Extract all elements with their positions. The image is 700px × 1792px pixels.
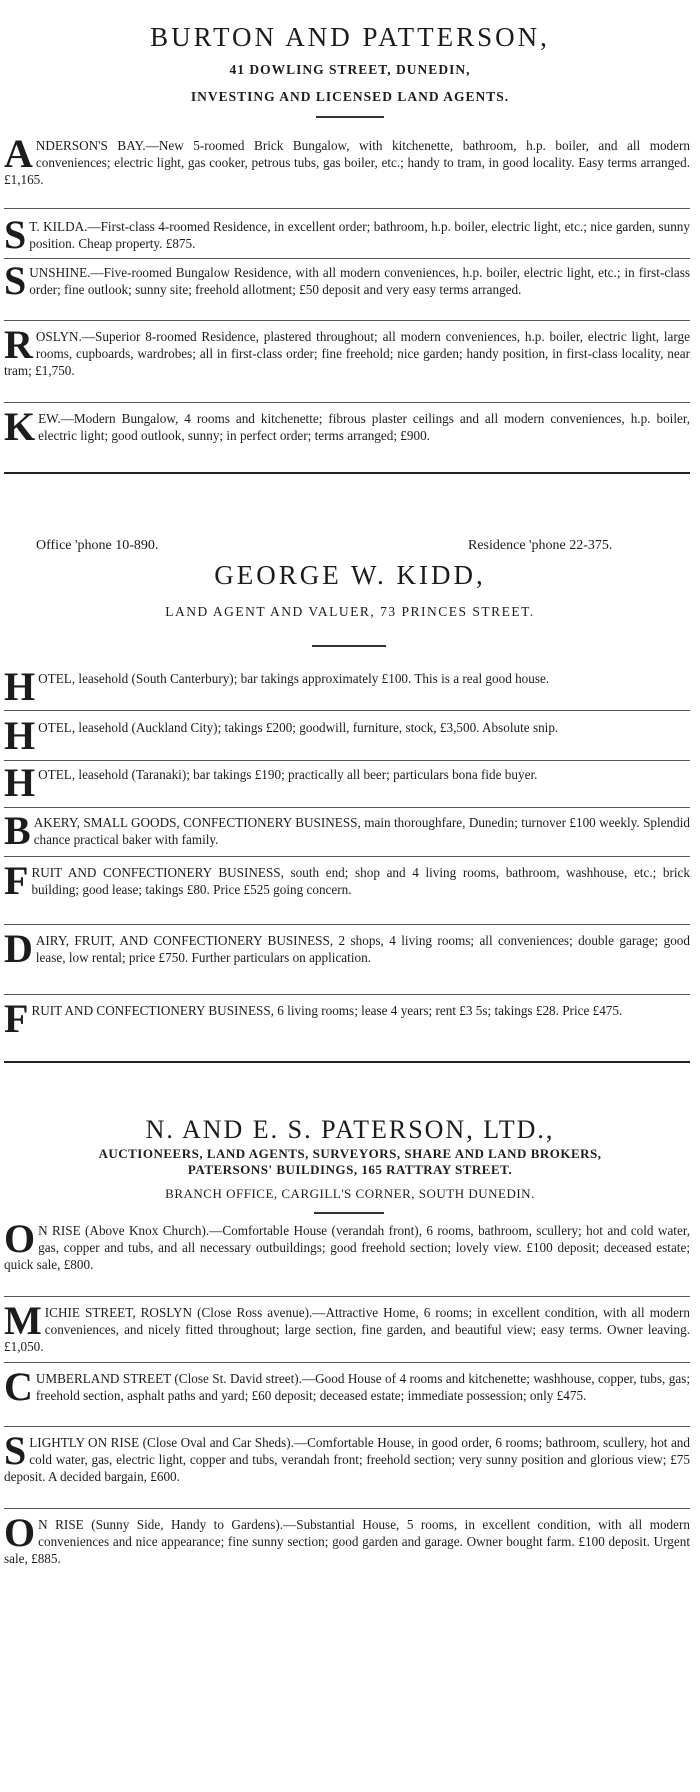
listing-text: OSLYN.—Superior 8-roomed Residence, plastered throughout; all modern conveniences, h.p. boiler, electric light, large rooms, cupboards, wardrobes; all in first-class order; fine freehold; nice garden; handy position, in first-class locality, near tram; £1,750.: [4, 329, 690, 378]
drop-cap: H: [4, 713, 35, 758]
listing-text: RUIT AND CONFECTIONERY BUSINESS, 6 living rooms; lease 4 years; rent £3 5s; takings £28. Price £475.: [31, 1003, 623, 1018]
divider: [4, 1296, 690, 1297]
paterson-listing-on-rise-knox: [4, 1216, 690, 1273]
drop-cap: S: [4, 258, 26, 303]
drop-cap: O: [4, 1216, 35, 1261]
listing-text: EW.—Modern Bungalow, 4 rooms and kitchenette; fibrous plaster ceilings and all modern conveniences, h.p. boiler, electric light; good outlook, sunny; in perfect order; terms arranged; £900.: [38, 411, 690, 443]
paterson-line1: AUCTIONEERS, LAND AGENTS, SURVEYORS, SHARE AND LAND BROKERS,: [98, 1146, 602, 1161]
drop-cap: C: [4, 1364, 32, 1409]
kidd-header-rule: [312, 645, 386, 647]
drop-cap: D: [4, 926, 32, 971]
section-separator: [4, 472, 690, 474]
kidd-listing-fruit-6-rooms: [4, 996, 690, 1041]
divider: [4, 807, 690, 808]
listing-text: UNSHINE.—Five-roomed Bungalow Residence, with all modern conveniences, h.p. boiler, electric light, etc.; in first-class order; fine outlook; sunny site; freehold allotment; £50 deposit and very easy terms arranged.: [29, 265, 690, 297]
burton-listing-st-kilda: [4, 212, 690, 257]
drop-cap: M: [4, 1298, 41, 1343]
listing-text: T. KILDA.—First-class 4-roomed Residence, in excellent order; bathroom, h.p. boiler, electric light, etc.; nice garden, sunny position. Cheap property. £875.: [29, 219, 690, 251]
drop-cap: H: [4, 760, 35, 805]
kidd-listing-hotel-south-canterbury: [4, 664, 690, 709]
burton-tagline: INVESTING AND LICENSED LAND AGENTS.: [190, 89, 510, 104]
burton-listing-kew: [4, 404, 690, 449]
listing-text: N RISE (Above Knox Church).—Comfortable House (verandah front), 6 rooms, bathroom, scullery; hot and cold water, gas, copper and tubs, and all necessary outbuildings; good freehold section; lovely view. £100 deposit; deceased estate; quick sale, £800.: [4, 1223, 690, 1272]
drop-cap: S: [4, 1428, 26, 1473]
drop-cap: H: [4, 664, 35, 709]
divider: [4, 1362, 690, 1363]
section-separator: [4, 1061, 690, 1063]
burton-title: BURTON AND PATTERSON,: [150, 22, 550, 52]
drop-cap: S: [4, 212, 26, 257]
listing-text: RUIT AND CONFECTIONERY BUSINESS, south end; shop and 4 living rooms, bathroom, washhouse, etc.; brick building; good lease; takings £80. Price £525 going concern.: [31, 865, 690, 897]
paterson-header-rule: [314, 1212, 384, 1214]
paterson-branch: BRANCH OFFICE, CARGILL'S CORNER, SOUTH DUNEDIN.: [165, 1186, 535, 1201]
divider: [4, 856, 690, 857]
kidd-office-phone: Office 'phone 10-890.: [36, 538, 159, 553]
listing-text: OTEL, leasehold (Taranaki); bar takings £190; practically all beer; particulars bona fide buyer.: [38, 767, 538, 782]
drop-cap: B: [4, 808, 30, 853]
divider: [4, 402, 690, 403]
divider: [4, 924, 690, 925]
burton-listing-roslyn: [4, 322, 690, 379]
listing-text: N RISE (Sunny Side, Handy to Gardens).—Substantial House, 5 rooms, in excellent condition, with all modern conveniences and nice appearance; fine sunny section; good garden and garage. Owner bought farm. £100 deposit. Urgent sale, £885.: [4, 1517, 690, 1566]
divider: [4, 1508, 690, 1509]
paterson-listing-michie-street: [4, 1298, 690, 1355]
divider: [4, 208, 690, 209]
burton-listing-anderson: [4, 131, 690, 188]
kidd-listing-bakery: [4, 808, 690, 853]
burton-listing-sunshine: [4, 258, 690, 303]
listing-text: OTEL, leasehold (South Canterbury); bar takings approximately £100. This is a real good house.: [38, 671, 550, 686]
listing-text: ICHIE STREET, ROSLYN (Close Ross avenue).—Attractive Home, 6 rooms; in excellent condition, with all modern conveniences, and nicely fitted throughout; large section, fine garden, and beautiful view; easy terms. Owner leaving. £1,050.: [4, 1305, 690, 1354]
drop-cap: O: [4, 1510, 35, 1555]
listing-text: AKERY, SMALL GOODS, CONFECTIONERY BUSINESS, main thoroughfare, Dunedin; turnover £100 weekly. Splendid chance practical baker with family.: [33, 815, 690, 847]
kidd-listing-hotel-auckland: [4, 713, 690, 758]
drop-cap: F: [4, 858, 28, 903]
divider: [4, 1426, 690, 1427]
paterson-listing-cumberland-street: [4, 1364, 690, 1409]
paterson-listing-on-rise-sunny-side: [4, 1510, 690, 1567]
kidd-tagline: LAND AGENT AND VALUER, 73 PRINCES STREET.: [165, 604, 535, 619]
drop-cap: R: [4, 322, 32, 367]
drop-cap: A: [4, 131, 32, 176]
divider: [4, 994, 690, 995]
listing-text: AIRY, FRUIT, AND CONFECTIONERY BUSINESS, 2 shops, 4 living rooms; all conveniences; double garage; good lease, low rental; price £750. Further particulars on application.: [35, 933, 690, 965]
kidd-listing-fruit-south-end: [4, 858, 690, 903]
listing-text: NDERSON'S BAY.—New 5-roomed Brick Bungalow, with kitchenette, bathroom, h.p. boiler, and all modern conveniences; electric light, gas cooker, petrous tubs, gas boiler, etc.; handy to tram, in good locality. Easy terms arranged. £1,165.: [4, 138, 690, 187]
paterson-listing-slightly-on-rise: [4, 1428, 690, 1485]
divider: [4, 258, 690, 259]
divider: [4, 710, 690, 711]
divider: [4, 320, 690, 321]
kidd-listing-dairy: [4, 926, 690, 971]
drop-cap: K: [4, 404, 35, 449]
divider: [4, 760, 690, 761]
paterson-title: N. AND E. S. PATERSON, LTD.,: [145, 1115, 555, 1144]
kidd-title: GEORGE W. KIDD,: [214, 560, 486, 590]
listing-text: UMBERLAND STREET (Close St. David street).—Good House of 4 rooms and kitchenette; washhouse, copper, tubs, gas; freehold section, asphalt paths and yard; £60 deposit; deceased estate; immediate possession; only £475.: [35, 1371, 690, 1403]
paterson-line2: PATERSONS' BUILDINGS, 165 RATTRAY STREET.: [187, 1162, 513, 1177]
burton-header-rule: [316, 116, 384, 118]
drop-cap: F: [4, 996, 28, 1041]
burton-address: 41 DOWLING STREET, DUNEDIN,: [229, 62, 471, 77]
listing-text: LIGHTLY ON RISE (Close Oval and Car Sheds).—Comfortable House, in good order, 6 rooms; bathroom, scullery, hot and cold water, gas, electric light, copper and tubs, verandah front; freehold section; very sunny position and glorious view; £75 deposit. A decided bargain, £600.: [4, 1435, 690, 1484]
listing-text: OTEL, leasehold (Auckland City); takings £200; goodwill, furniture, stock, £3,500. Absolute snip.: [38, 720, 559, 735]
kidd-residence-phone: Residence 'phone 22-375.: [468, 538, 613, 553]
kidd-listing-hotel-taranaki: [4, 760, 690, 805]
